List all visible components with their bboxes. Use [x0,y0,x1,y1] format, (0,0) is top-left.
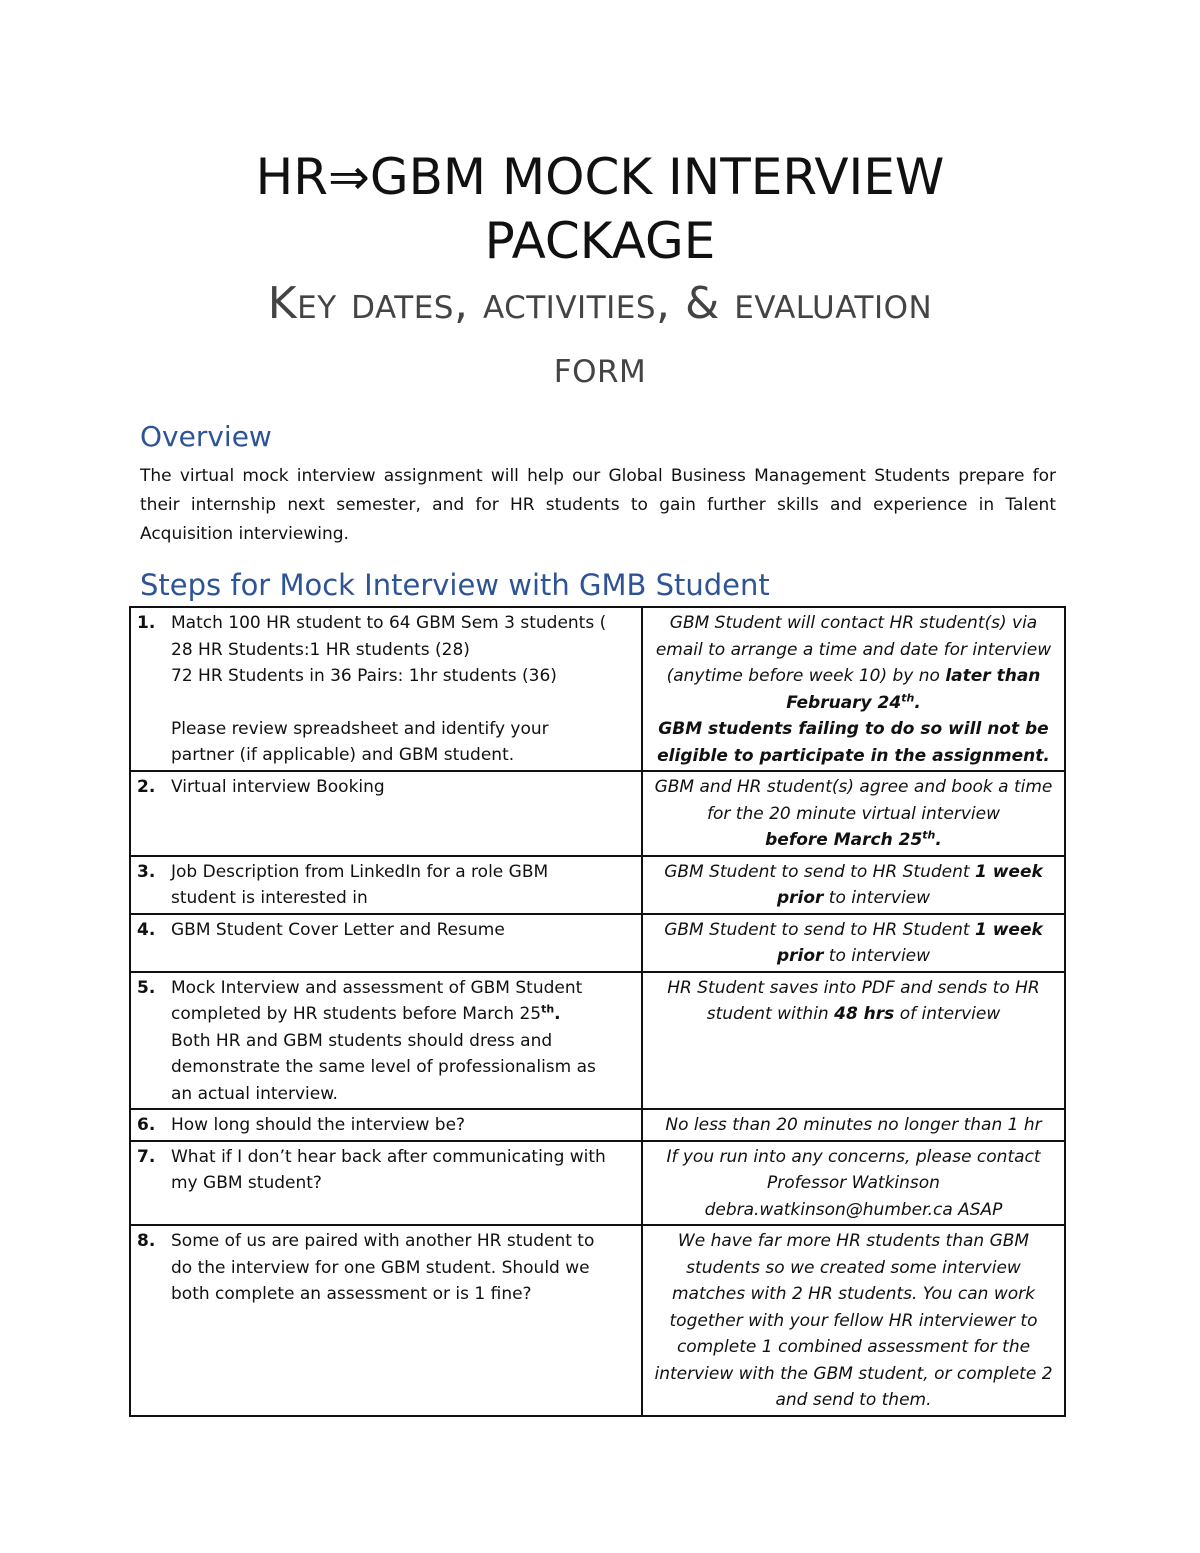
step-text-line [171,690,621,716]
step-text-line: How long should the interview be? [171,1115,466,1135]
step-detail-cell [642,1225,1065,1416]
step-number: 5. [137,977,156,998]
table-row [130,914,1065,972]
step-text-line: student is interested in [171,888,368,908]
step-text-line: both complete an assessment or is 1 fine? [171,1284,532,1304]
step-detail-cell [642,771,1065,856]
step-detail-text: We have far more HR students than GBM students so we created some interview matches with 2 HR students. You can work together with your fellow HR interviewer to complete 1 combined assessment for the interview with the GBM student, or complete 2 and send to them. [654,1231,1053,1410]
step-text-line: Virtual interview Booking [171,777,385,797]
step-text-line: Both HR and GBM students should dress and [171,1030,553,1051]
step-text-line: an actual interview. [171,1083,338,1104]
table-row [130,1141,1065,1226]
step-text-line: 72 HR Students in 36 Pairs: 1hr students (36) [171,666,557,686]
step-description-cell [130,771,642,856]
step-detail-bold: later than February 24 [786,666,1041,713]
step-description-cell [130,1109,642,1141]
step-detail-text: to interview [823,888,931,908]
step-text-line: partner (if applicable) and GBM student. [171,745,515,765]
step-text-line: GBM Student Cover Letter and Resume [171,919,505,940]
step-text-line: Job Description from LinkedIn for a role GBM [171,861,549,882]
step-text-suffix: . [554,1004,561,1024]
overview-heading: Overview [140,420,272,453]
step-text-line: Match 100 HR student to 64 GBM Sem 3 students ( [171,613,607,633]
step-detail-text: GBM and HR student(s) agree and book a time for the 20 minute virtual interview [654,777,1053,824]
step-detail-bold: before March 25 [765,830,923,850]
step-detail-text: No less than 20 minutes no longer than 1 hr [665,1115,1042,1135]
table-row [130,771,1065,856]
step-detail-bold: 48 hrs [834,1004,895,1024]
step-text-line: do the interview for one GBM student. Should we [171,1257,590,1278]
step-number: 8. [137,1231,156,1251]
table-row [130,1109,1065,1141]
step-number: 3. [137,861,156,882]
overview-paragraph: The virtual mock interview assignment will help our Global Business Management Students prepare for their internship next semester, and for HR students to gain further skills and experience in Talent Acquisition interviewing. [140,466,1056,544]
superscript: th [901,690,915,704]
step-number: 2. [137,777,156,797]
step-detail-text: GBM Student to send to HR Student [664,861,975,882]
step-detail-text: to interview [823,946,931,966]
step-detail-text: GBM Student to send to HR Student [664,919,975,940]
step-number: 4. [137,919,156,940]
superscript: th [922,828,936,842]
step-detail-text: HR Student saves into PDF and sends to HR student within [667,977,1040,1024]
step-detail-cell [642,856,1065,914]
step-description-cell [130,1141,642,1226]
step-detail-text: of interview [894,1004,1001,1024]
step-description-cell [130,1225,642,1416]
steps-table [129,606,1066,1417]
step-description-cell [130,607,642,771]
document-title-line-2: PACKAGE [484,212,716,270]
step-description-cell [130,914,642,972]
step-text-line: Mock Interview and assessment of GBM Student [171,977,583,998]
step-text-line: What if I don’t hear back after communicating with [171,1146,606,1167]
step-text-line: completed by HR students before March 25 [171,1004,542,1024]
step-text-line: demonstrate the same level of professionalism as [171,1057,596,1077]
document-subtitle-line-2: form [553,342,647,393]
table-row [130,1225,1065,1416]
step-detail-cell [642,1141,1065,1226]
step-text-line: 28 HR Students:1 HR students (28) [171,639,470,660]
step-number: 1. [137,613,156,633]
step-number: 6. [137,1115,156,1135]
table-row [130,972,1065,1110]
step-detail-cell [642,972,1065,1110]
table-row [130,856,1065,914]
step-text-line: Please review spreadsheet and identify your [171,718,549,739]
step-detail-text: GBM Student will contact HR student(s) via email to arrange a time and date for interview (anytime before week 10) by no [655,613,1052,686]
step-detail-cell [642,914,1065,972]
step-detail-text: If you run into any concerns, please contact Professor Watkinson debra.watkinson@humber.ca ASAP [666,1146,1041,1220]
step-detail-bold: . [914,692,921,713]
table-row [130,607,1065,771]
step-detail-cell [642,1109,1065,1141]
step-number: 7. [137,1146,156,1167]
step-detail-bold: . [935,830,942,850]
step-description-cell [130,972,642,1110]
step-detail-cell [642,607,1065,771]
steps-heading: Steps for Mock Interview with GMB Student [140,568,770,602]
document-subtitle-line-1: Key dates, activities, & evaluation [267,278,933,329]
document-title-line-1: HR⇒GBM MOCK INTERVIEW [255,148,945,206]
step-description-cell [130,856,642,914]
step-detail-bold: 1 week prior [776,861,1043,908]
step-text-line: Some of us are paired with another HR student to [171,1231,595,1251]
step-detail-warning: GBM students failing to do so will not be eligible to participate in the assignment. [657,719,1050,766]
step-detail-bold: 1 week prior [776,919,1043,966]
superscript: th [541,1002,555,1016]
step-text-line: my GBM student? [171,1173,322,1193]
